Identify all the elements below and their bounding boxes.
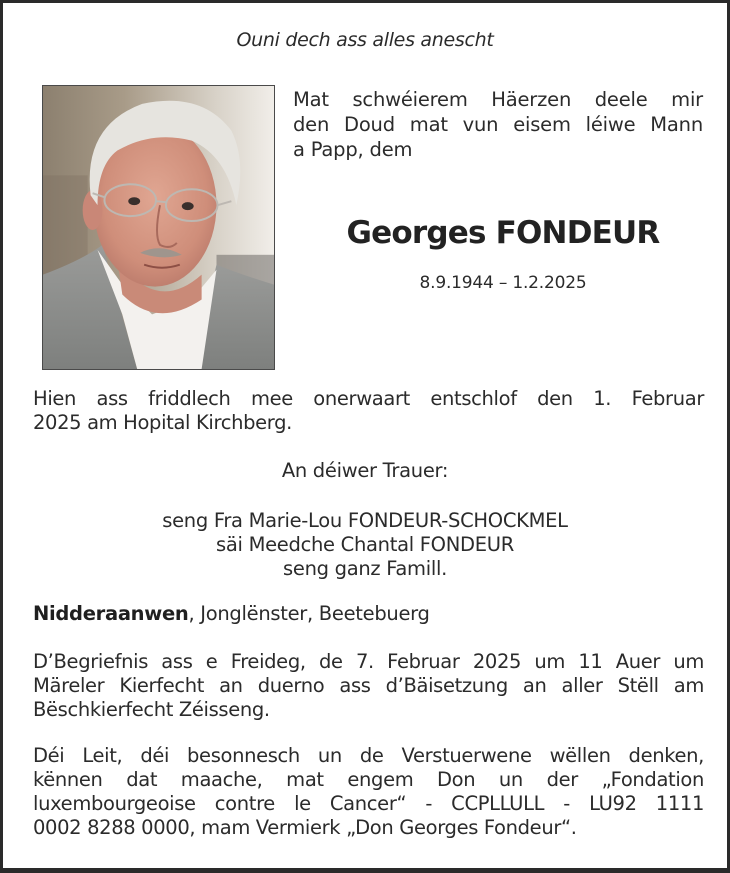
other-places: , Jonglënster, Beetebuerg: [188, 602, 430, 625]
death-paragraph: [33, 387, 704, 435]
portrait-illustration: [43, 86, 274, 369]
mourner-item: seng ganz Famill.: [283, 557, 447, 580]
paragraph-line: 0002 8288 0000, mam Vermierk „Don Georges Fondeur“.: [33, 816, 577, 839]
paragraph-line: Märeler Kierfecht an duerno ass d’Bäisetzung an aller Stëll am: [33, 674, 704, 697]
intro-line: Mat schwéierem Häerzen deele mir: [293, 88, 703, 111]
paragraph-line: D’Begriefnis ass e Freideg, de 7. Februar 2025 um 11 Auer um: [33, 650, 704, 673]
paragraph-line: Déi Leit, déi besonnesch un de Verstuerwene wëllen denken,: [33, 744, 704, 767]
places-line: [33, 602, 430, 625]
mourners-heading: An déiwer Trauer:: [281, 459, 449, 482]
portrait-photo: [42, 85, 275, 370]
paragraph-line: 2025 am Hopital Kirchberg.: [33, 411, 292, 434]
paragraph-line: Bëschkierfecht Zéisseng.: [33, 698, 270, 721]
donation-paragraph: [33, 744, 704, 840]
life-dates: 8.9.1944 – 1.2.2025: [419, 273, 587, 293]
intro-text: [293, 87, 703, 162]
paragraph-line: luxembourgeoise contre le Cancer“ - CCPLLULL - LU92 1111: [33, 792, 704, 815]
primary-place: Nidderaanwen: [33, 602, 189, 625]
paragraph-line: kënnen dat maache, mat engem Don un der „Fondation: [33, 768, 704, 791]
mourners-list: [3, 509, 727, 581]
intro-line: a Papp, dem: [293, 138, 413, 161]
intro-line: den Doud mat vun eisem léiwe Mann: [293, 113, 703, 136]
mourner-item: seng Fra Marie-Lou FONDEUR-SCHOCKMEL: [162, 509, 568, 532]
funeral-paragraph: [33, 650, 704, 722]
motto-heading: Ouni dech ass alles anescht: [236, 29, 494, 51]
mourner-item: säi Meedche Chantal FONDEUR: [216, 533, 514, 556]
paragraph-line: Hien ass friddlech mee onerwaart entschlof den 1. Februar: [33, 387, 704, 410]
deceased-name: Georges FONDEUR: [346, 215, 660, 251]
